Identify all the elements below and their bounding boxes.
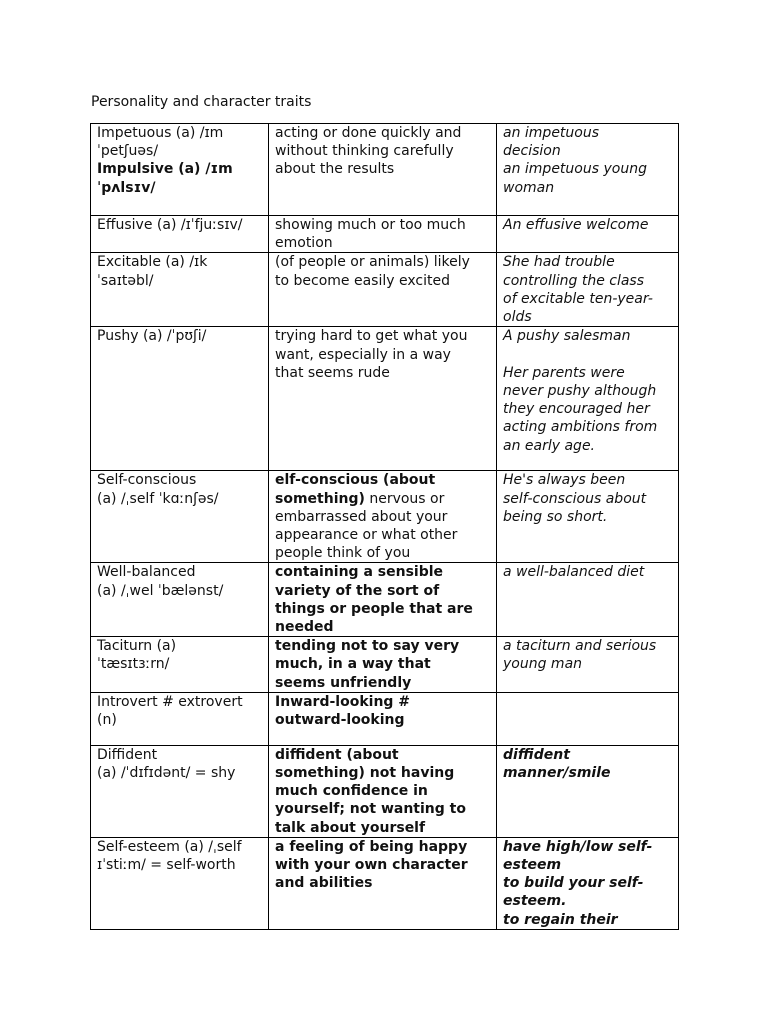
cell-line: acting ambitions from: [503, 419, 658, 436]
term-cell: [91, 471, 269, 563]
cell-line: an early age.: [503, 437, 596, 454]
cell-line: being so short.: [503, 508, 608, 525]
cell-line: Impulsive (a) /ɪm: [97, 161, 233, 178]
cell-line: never pushy although: [503, 383, 657, 400]
cell-line: a feeling of being happy: [275, 838, 468, 855]
cell-line: a well-balanced diet: [503, 564, 645, 581]
cell-line: tending not to say very: [275, 638, 460, 655]
definition-cell: [269, 253, 497, 327]
cell-line: Excitable (a) /ɪk: [97, 254, 208, 271]
example-cell: [497, 837, 679, 929]
term-cell: [91, 124, 269, 216]
cell-line: decision: [503, 143, 561, 160]
example-cell: [497, 216, 679, 253]
cell-line: to become easily excited: [275, 272, 450, 289]
cell-line: needed: [275, 619, 334, 636]
cell-line: with your own character: [275, 857, 468, 874]
example-cell: [497, 124, 679, 216]
cell-line: Self-conscious: [97, 472, 197, 489]
definition-cell: [269, 745, 497, 837]
cell-line: (a) /ˌwel ˈbælənst/: [97, 582, 224, 599]
table-row: [91, 124, 679, 216]
table-row: [91, 471, 679, 563]
table-row: [91, 327, 679, 471]
cell-line: esteem: [503, 857, 562, 874]
cell-line: much confidence in: [275, 783, 428, 800]
table-row: [91, 692, 679, 745]
cell-line: that seems rude: [275, 364, 390, 381]
example-cell: [497, 637, 679, 693]
cell-line: young man: [503, 656, 583, 673]
cell-line: An effusive welcome: [503, 217, 649, 233]
definition-cell: [269, 216, 497, 253]
cell-line: yourself; not wanting to: [275, 801, 466, 818]
definition-cell: [269, 124, 497, 216]
cell-line: ˈtæsɪtɜːrn/: [97, 656, 170, 673]
term-cell: [91, 253, 269, 327]
cell-line: have high/low self-: [503, 838, 653, 855]
cell-line: Well-balanced: [97, 564, 196, 581]
cell-line: an impetuous young: [503, 161, 647, 178]
cell-line: Self-esteem (a) /ˌself: [97, 838, 242, 855]
cell-line: esteem.: [503, 893, 567, 910]
table-row: [91, 563, 679, 637]
example-cell: [497, 471, 679, 563]
cell-line: something) not having: [275, 765, 455, 782]
cell-line: outward-looking: [275, 712, 405, 729]
cell-line: acting or done quickly and: [275, 125, 462, 141]
example-cell: [497, 327, 679, 471]
table-row: [91, 216, 679, 253]
cell-line: (of people or animals) likely: [275, 254, 470, 271]
cell-line: emotion: [275, 235, 333, 252]
example-cell: [497, 745, 679, 837]
cell-line: A pushy salesman: [503, 328, 631, 345]
cell-line: (n): [97, 712, 117, 729]
table-row: [91, 253, 679, 327]
cell-line: Diffident: [97, 746, 158, 763]
page-title: Personality and character traits: [91, 94, 312, 110]
cell-line: ˈpetʃuəs/: [97, 143, 159, 160]
cell-line: (a) /ˌself ˈkɑːnʃəs/: [97, 490, 219, 507]
cell-line: [275, 490, 490, 508]
term-cell: [91, 637, 269, 693]
definition-cell: [269, 327, 497, 471]
cell-line: trying hard to get what you: [275, 328, 468, 345]
cell-line: Inward-looking #: [275, 693, 411, 710]
cell-line: Taciturn (a): [97, 638, 177, 655]
cell-line: ˈsaɪtəbl/: [97, 272, 154, 289]
cell-line: an impetuous: [503, 125, 600, 141]
definition-cell: [269, 471, 497, 563]
definition-cell: [269, 692, 497, 745]
cell-line: want, especially in a way: [275, 346, 451, 363]
term-cell: [91, 837, 269, 929]
cell-line: a taciturn and serious: [503, 638, 657, 655]
cell-line: to build your self-: [503, 875, 644, 892]
cell-line: of excitable ten-year-: [503, 290, 653, 307]
term-cell: [91, 745, 269, 837]
cell-line: about the results: [275, 161, 395, 178]
term-cell: [91, 327, 269, 471]
cell-line: and abilities: [275, 875, 373, 892]
cell-line: ˈpʌlsɪv/: [97, 179, 156, 196]
cell-line: olds: [503, 309, 532, 326]
term-cell: [91, 216, 269, 253]
cell-line: Effusive (a) /ɪˈfjuːsɪv/: [97, 217, 243, 233]
cell-line: diffident (about: [275, 746, 399, 763]
cell-line: Her parents were: [503, 364, 625, 381]
cell-line: diffident: [503, 746, 570, 763]
cell-line: talk about yourself: [275, 819, 426, 836]
cell-line: embarrassed about your: [275, 508, 448, 525]
cell-line: Impetuous (a) /ɪm: [97, 125, 224, 141]
cell-line: (a) /ˈdɪfɪdənt/ = shy: [97, 765, 236, 782]
plain-run: nervous or: [364, 490, 445, 507]
cell-line: self-conscious about: [503, 490, 647, 507]
term-cell: [91, 692, 269, 745]
cell-line: things or people that are: [275, 600, 473, 617]
cell-line: Introvert # extrovert: [97, 693, 243, 710]
example-cell: [497, 692, 679, 745]
cell-line: [503, 346, 672, 364]
term-cell: [91, 563, 269, 637]
cell-line: controlling the class: [503, 272, 645, 289]
table-row: [91, 637, 679, 693]
bold-run: something): [275, 490, 365, 507]
definition-cell: [269, 563, 497, 637]
cell-line: elf-conscious (about: [275, 472, 436, 489]
cell-line: showing much or too much: [275, 217, 466, 233]
cell-line: to regain their: [503, 911, 618, 928]
example-cell: [497, 253, 679, 327]
cell-line: He's always been: [503, 472, 626, 489]
cell-line: variety of the sort of: [275, 582, 440, 599]
cell-line: woman: [503, 179, 555, 196]
cell-line: manner/smile: [503, 765, 611, 782]
cell-line: they encouraged her: [503, 401, 650, 418]
table-row: [91, 745, 679, 837]
cell-line: ɪˈstiːm/ = self-worth: [97, 857, 236, 874]
table-row: [91, 837, 679, 929]
cell-line: much, in a way that: [275, 656, 431, 673]
cell-line: She had trouble: [503, 254, 615, 271]
definition-cell: [269, 637, 497, 693]
cell-line: containing a sensible: [275, 564, 444, 581]
cell-line: Pushy (a) /ˈpʊʃi/: [97, 328, 207, 345]
example-cell: [497, 563, 679, 637]
traits-table: [90, 123, 679, 930]
cell-line: without thinking carefully: [275, 143, 454, 160]
cell-line: people think of you: [275, 545, 411, 562]
definition-cell: [269, 837, 497, 929]
cell-line: seems unfriendly: [275, 674, 412, 691]
cell-line: appearance or what other: [275, 527, 458, 544]
